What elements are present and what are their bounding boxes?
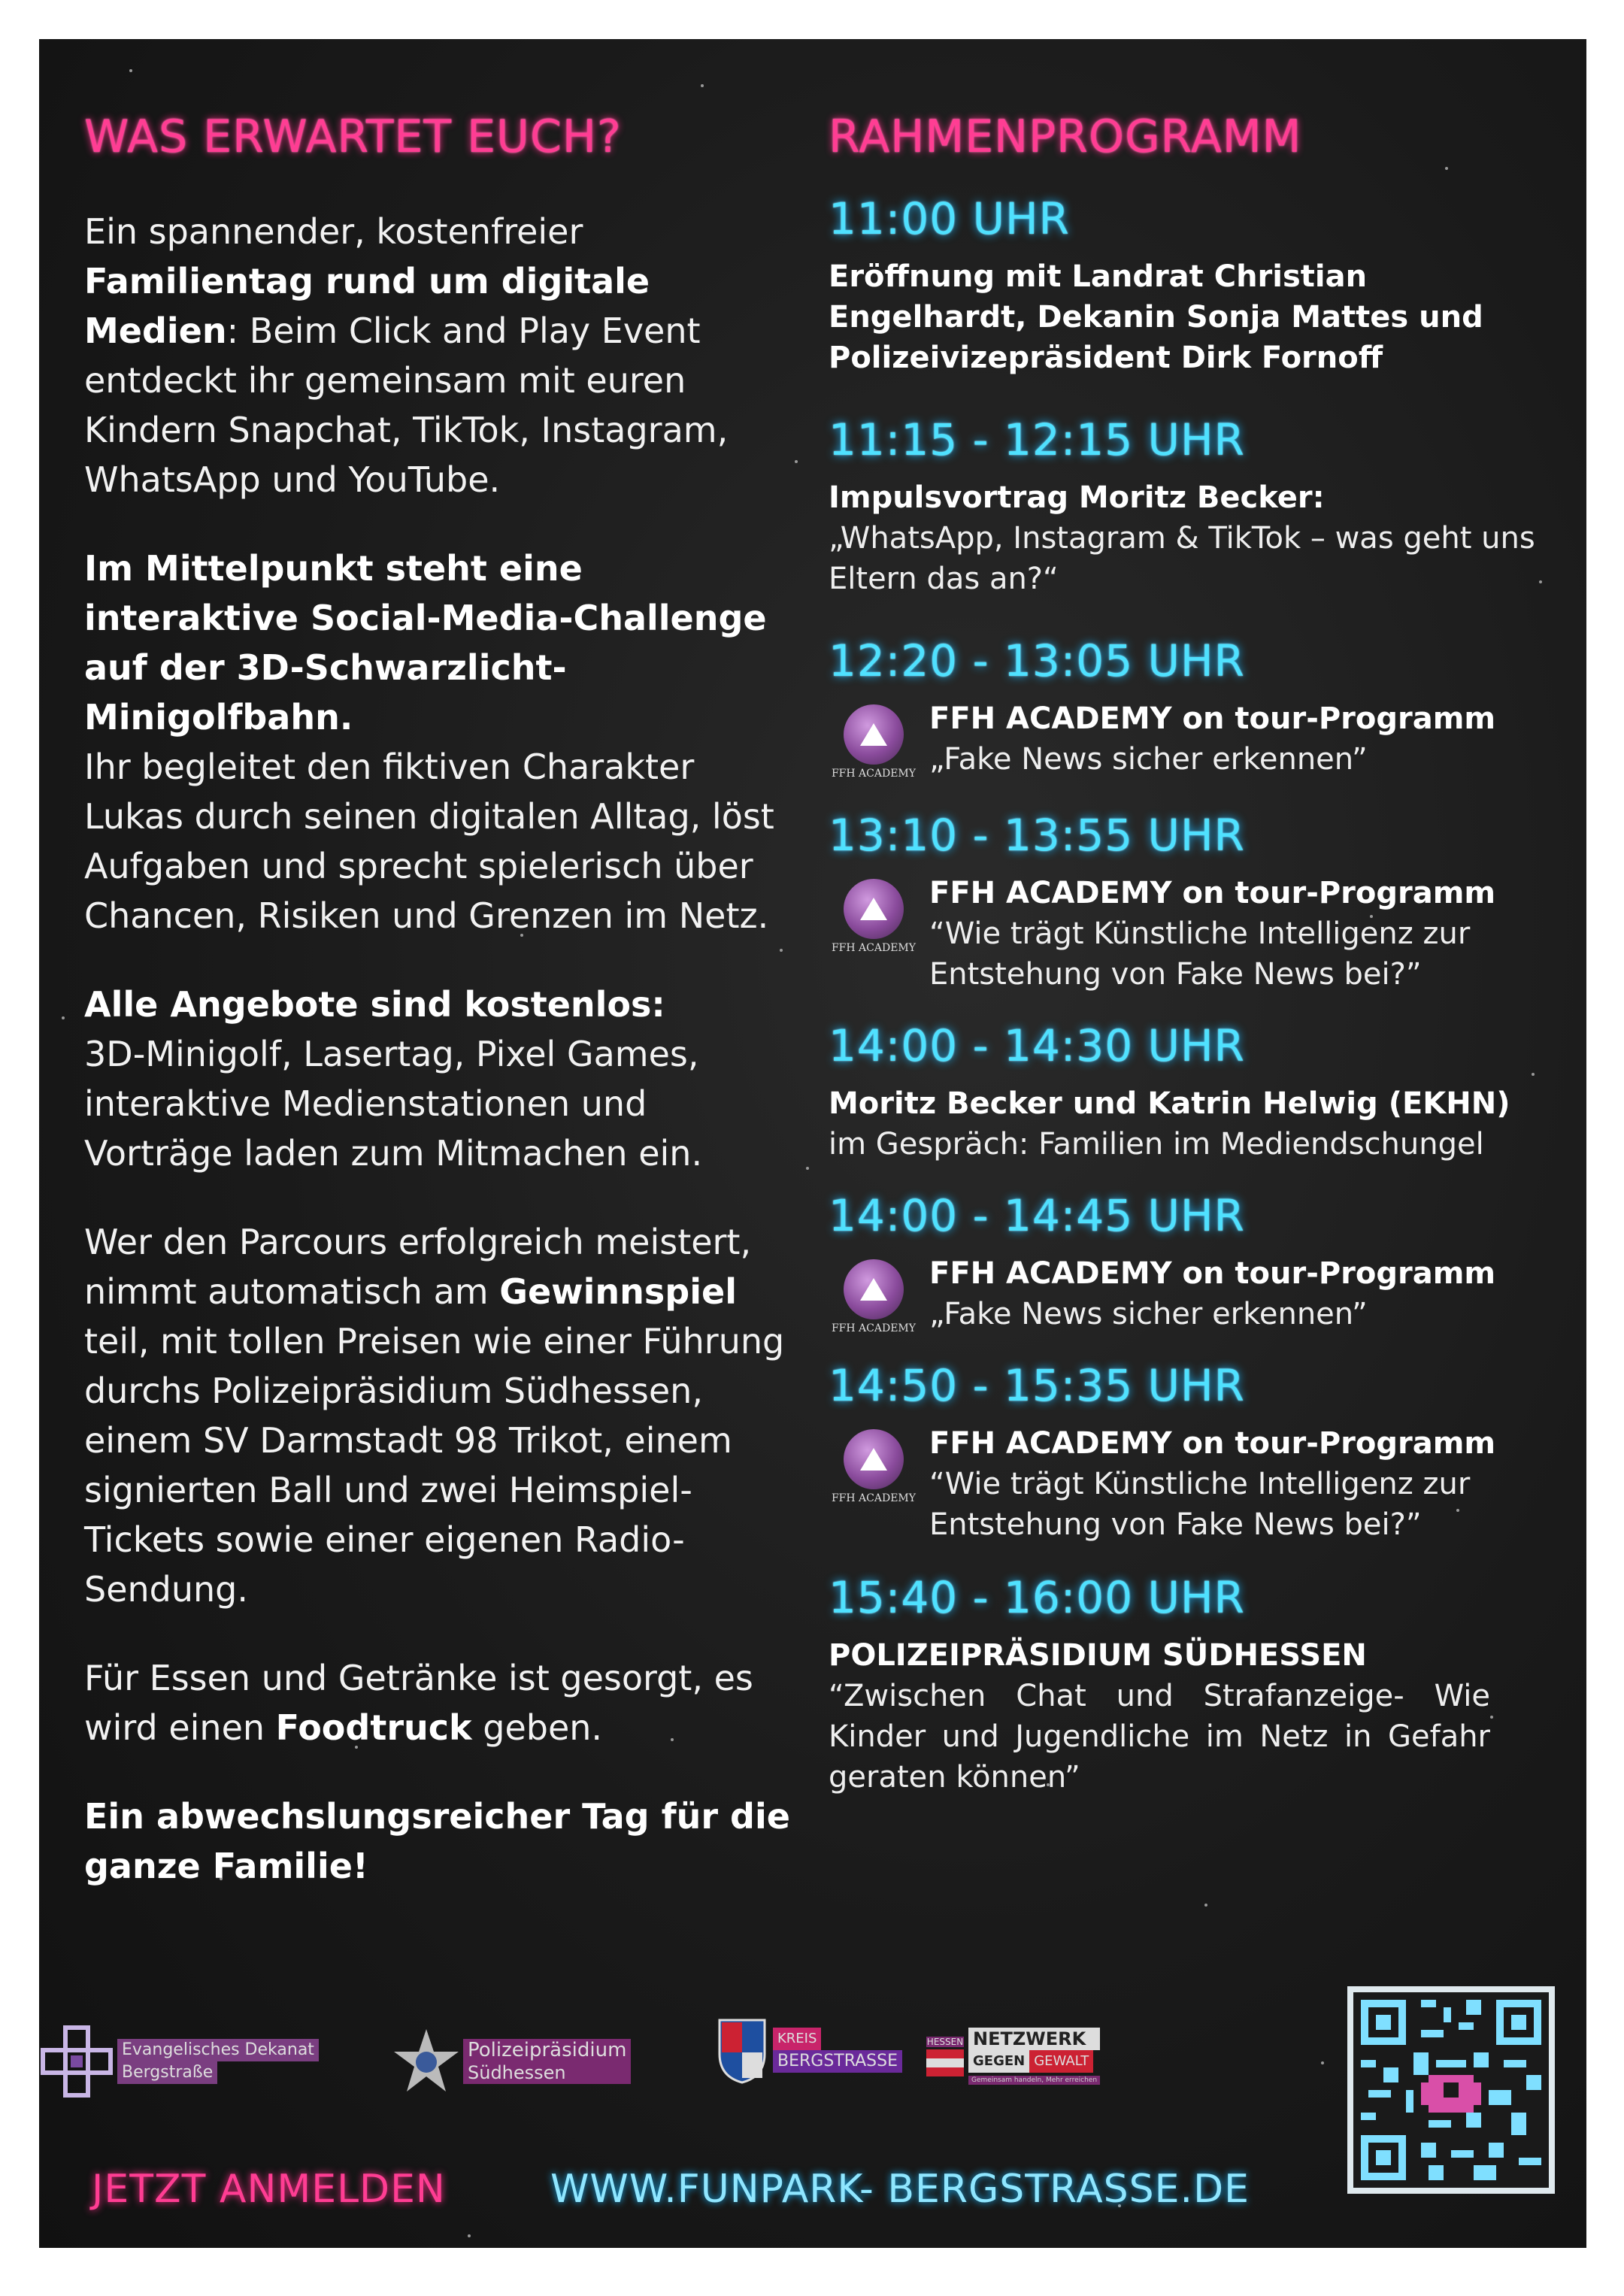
event-time: 15:40 - 16:00 UHR (829, 1572, 1245, 1623)
free-offers-paragraph: Alle Angebote sind kostenlos: 3D-Minigolf, Lasertag, Pixel Games, interaktive Medienstationen und Vorträge laden zum Mitmachen ein. (84, 984, 703, 1174)
dekanat-logo: Evangelisches Dekanat Bergstraße (39, 2024, 319, 2099)
event-subtitle: “Zwischen Chat und Strafanzeige- Wie Kinder und Jugendliche im Netz in Gefahr geraten können” (829, 1679, 1490, 1795)
event-title: FFH ACADEMY on tour-Programm (929, 1256, 1496, 1291)
event-2 (829, 635, 1573, 787)
event-title: Eröffnung mit Landrat Christian Engelhardt, Dekanin Sonja Mattes und Polizeivizepräsident Dirk Fornoff (829, 259, 1483, 375)
event-title: Moritz Becker und Katrin Helwig (EKHN) (829, 1086, 1510, 1121)
qr-code-icon[interactable] (1347, 1986, 1555, 2194)
event-3 (829, 810, 1573, 995)
poster (39, 39, 1586, 2248)
food-paragraph: Für Essen und Getränke ist gesorgt, es wird einen Foodtruck geben. (84, 1658, 753, 1748)
register-cta[interactable]: JETZT ANMELDEN (92, 2167, 446, 2212)
closing-paragraph: Ein abwechslungsreicher Tag für die ganze Familie! (84, 1796, 790, 1886)
kreis-logo: KREIS BERGSTRASSE (716, 2016, 902, 2084)
event-1 (829, 414, 1573, 599)
event-time: 14:00 - 14:45 UHR (829, 1190, 1245, 1241)
right-heading: RAHMENPROGRAMM (829, 111, 1302, 163)
event-title: POLIZEIPRÄSIDIUM SÜDHESSEN (829, 1638, 1367, 1673)
challenge-paragraph: Im Mittelpunkt steht eine interaktive Social-Media-Challenge auf der 3D-Schwarzlicht-Minigolfbahn. Ihr begleitet den fiktiven Charakter Lukas durch seinen digitalen Alltag, löst Aufgaben und sprecht spielerisch über Chancen, Risiken und Grenzen im Netz. (84, 548, 774, 936)
event-title: Impulsvortrag Moritz Becker: (829, 480, 1325, 515)
ffh-academy-logo: FFH ACADEMY (829, 879, 919, 962)
dekanat-cross-icon (39, 2024, 114, 2099)
event-subtitle: „Fake News sicher erkennen” (929, 742, 1368, 777)
event-5 (829, 1190, 1573, 1342)
event-0 (829, 193, 1573, 378)
intro-paragraph: Ein spannender, kostenfreier Familientag rund um digitale Medien: Beim Click and Play Event entdeckt ihr gemeinsam mit euren Kindern Snapchat, TikTok, Instagram, WhatsApp und YouTube. (84, 211, 729, 500)
polizei-logo: Polizeipräsidium Südhessen (392, 2028, 631, 2095)
ffh-academy-logo: FFH ACADEMY (829, 1429, 919, 1512)
police-star-icon (392, 2028, 460, 2095)
event-time: 14:50 - 15:35 UHR (829, 1360, 1245, 1411)
event-subtitle: im Gespräch: Familien im Mediendschungel (829, 1127, 1484, 1162)
right-column (829, 111, 1573, 1841)
event-time: 11:00 UHR (829, 193, 1070, 244)
left-column (84, 111, 791, 1930)
event-subtitle: „Fake News sicher erkennen” (929, 1297, 1368, 1331)
left-heading: WAS ERWARTET EUCH? (84, 111, 622, 163)
event-subtitle: “Wie trägt Künstliche Intelligenz zur Entstehung von Fake News bei?” (929, 916, 1471, 992)
kreis-coat-of-arms-icon (716, 2016, 768, 2084)
event-title: FFH ACADEMY on tour-Programm (929, 876, 1496, 910)
prize-paragraph: Wer den Parcours erfolgreich meistert, nimmt automatisch am Gewinnspiel teil, mit tollen Preisen wie einer Führung durchs Polizeipräsidium Südhessen, einem SV Darmstadt 98 Trikot, einem signierten Ball und zwei Heimspiel-Tickets sowie einer eigenen Radio-Sendung. (84, 1222, 785, 1610)
event-title: FFH ACADEMY on tour-Programm (929, 1426, 1496, 1461)
website-link[interactable]: WWW.FUNPARK- BERGSTRASSE.DE (550, 2167, 1250, 2212)
event-subtitle: “Wie trägt Künstliche Intelligenz zur Entstehung von Fake News bei?” (929, 1467, 1471, 1542)
netzwerk-logo: HESSEN NETZWERK GEGEN GEWALT Gemeinsam handeln, Mehr erreichen (926, 2028, 1100, 2085)
event-4 (829, 1020, 1573, 1165)
event-7 (829, 1572, 1490, 1798)
event-6 (829, 1360, 1573, 1545)
ffh-academy-logo: FFH ACADEMY (829, 704, 919, 787)
event-time: 11:15 - 12:15 UHR (829, 414, 1245, 465)
event-time: 12:20 - 13:05 UHR (829, 635, 1245, 686)
ffh-academy-logo: FFH ACADEMY (829, 1259, 919, 1342)
hessen-flag-icon: HESSEN (926, 2037, 964, 2076)
event-title: FFH ACADEMY on tour-Programm (929, 701, 1496, 736)
event-time: 13:10 - 13:55 UHR (829, 810, 1245, 861)
event-subtitle: „WhatsApp, Instagram & TikTok – was geht uns Eltern das an?“ (829, 521, 1535, 596)
event-time: 14:00 - 14:30 UHR (829, 1020, 1245, 1071)
